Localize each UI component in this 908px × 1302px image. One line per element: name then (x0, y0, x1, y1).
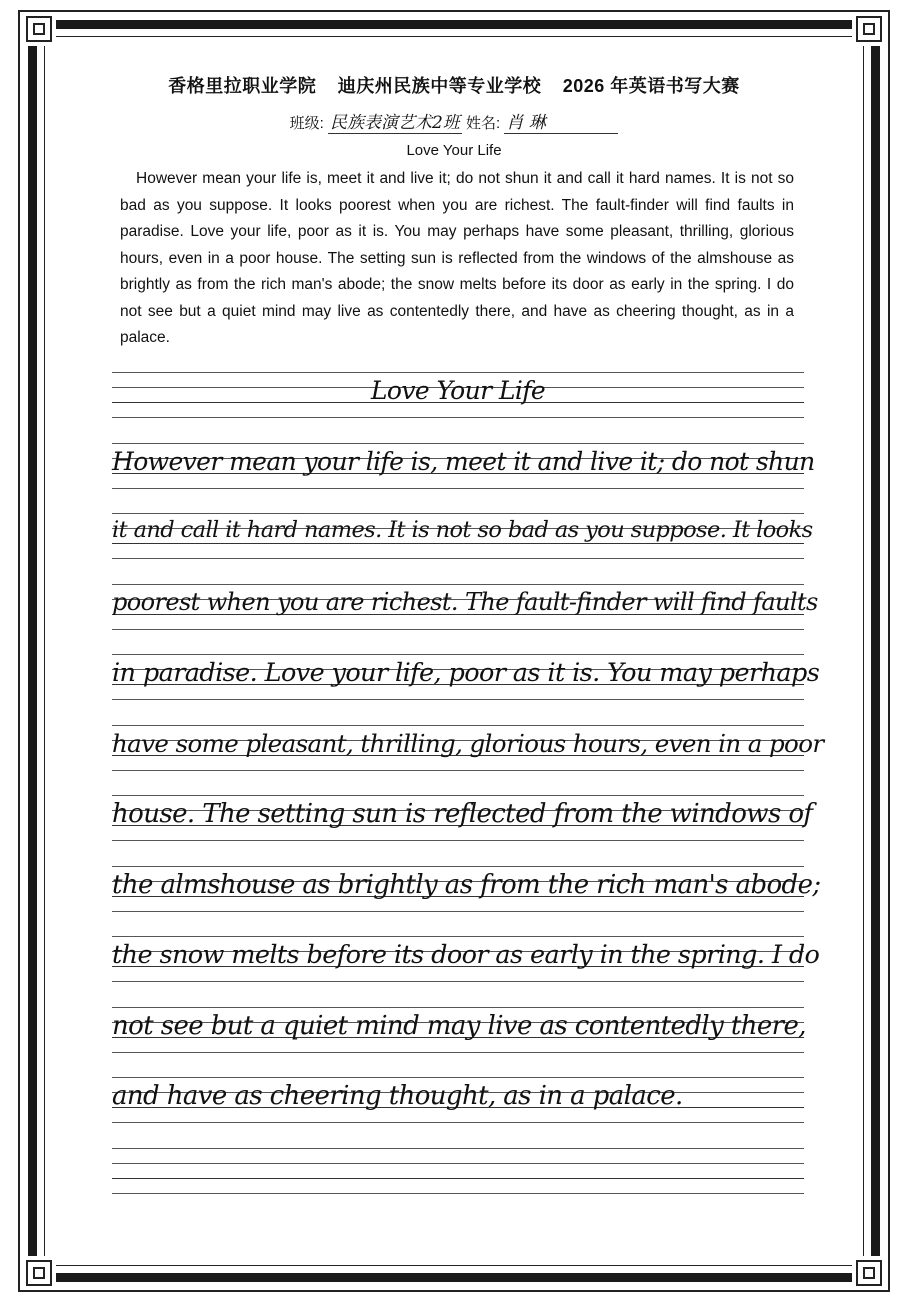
ruled-line (112, 443, 815, 514)
ruled-line-title (112, 372, 804, 443)
ruled-line (112, 1077, 804, 1148)
name-value: 肖 琳 (504, 108, 618, 134)
corner-ornament-top-left (22, 12, 56, 46)
handwritten-line: it and call it hard names. It is not so bad as you suppose. It looks (112, 517, 813, 543)
handwritten-line: poorest when you are richest. The fault-finder will find faults (112, 587, 818, 616)
ruled-line (112, 1007, 804, 1078)
ruled-line (112, 513, 813, 584)
ruled-line (112, 1148, 804, 1219)
class-value: 民族表演艺术2班 (330, 113, 460, 133)
student-info (0, 108, 908, 134)
corner-ornament-bottom-left (22, 1256, 56, 1290)
handwritten-line: and have as cheering thought, as in a palace. (112, 1081, 683, 1111)
school-name-1: 香格里拉职业学院 (168, 76, 317, 96)
corner-ornament-bottom-right (852, 1256, 886, 1290)
handwritten-line: in paradise. Love your life, poor as it is. You may perhaps (112, 658, 820, 688)
ruled-line (112, 725, 824, 796)
handwritten-line: the almshouse as brightly as from the rich man's abode; (112, 869, 821, 900)
handwritten-line: have some pleasant, thrilling, glorious hours, even in a poor (112, 728, 824, 758)
ruled-line (112, 795, 813, 866)
printed-title: Love Your Life (406, 142, 502, 159)
corner-ornament-top-right (852, 12, 886, 46)
ruled-line (112, 654, 820, 725)
handwriting-area (112, 372, 824, 1218)
ruled-line (112, 936, 820, 1007)
contest-header (0, 72, 908, 98)
handwritten-line: the snow melts before its door as early in the spring. I do (112, 940, 820, 970)
ruled-line (112, 866, 821, 937)
handwritten-line: However mean your life is, meet it and live it; do not shun (112, 446, 815, 476)
handwritten-title: Love Your Life (370, 376, 546, 405)
handwritten-line: not see but a quiet mind may live as contentedly there, (112, 1010, 806, 1041)
contest-name: 2026 年英语书写大赛 (562, 76, 740, 96)
school-name-2: 迪庆州民族中等专业学校 (337, 76, 542, 96)
ruled-line (112, 584, 818, 655)
printed-passage: However mean your life is, meet it and live it; do not shun it and call it hard names. It is not so bad as you suppose. It looks poorest when you are richest. The fault-finder will find faults in paradise. Love your life, poor as it is. You may perhaps have some pleasant, thrilling, glorious hours, even in a poor house. The setting sun is reflected from the windows of the almshouse as brightly as from the rich man's abode; the snow melts before its door as early in the spring. I do not see but a quiet mind may live as contentedly there, and have as cheering thought, as in a palace. (120, 170, 794, 346)
handwritten-line: house. The setting sun is reflected from the windows of (112, 799, 813, 829)
class-label: 班级: (289, 115, 324, 132)
name-label: 姓名: (466, 115, 501, 132)
